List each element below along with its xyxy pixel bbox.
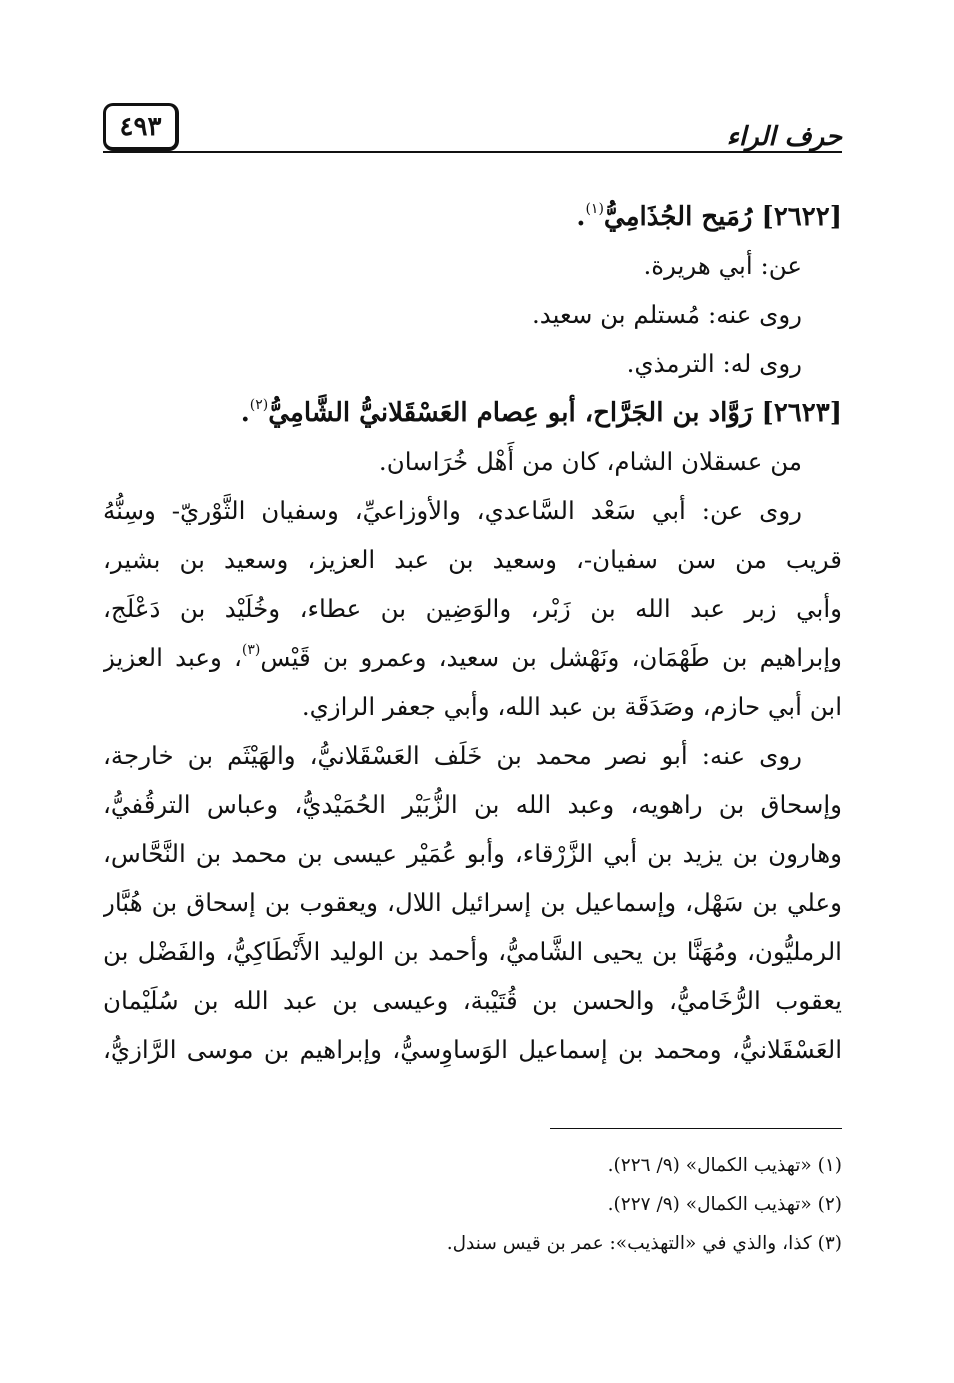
entry-title: [٢٦٢٢] رُمَيح الجُذَامِيُّ bbox=[603, 202, 842, 232]
footnote-marker: (٢) bbox=[249, 397, 269, 413]
entry-intro: من عسقلان الشام، كان من أَهْل خُرَاسان. bbox=[378, 447, 802, 476]
footnote: (٢) «تهذيب الكمال» (٩/ ٢٢٧). bbox=[607, 1194, 842, 1215]
narrated-by-line: الرمليُّون، ومُهَنَّا بن يحيى الشَّاميُّ، وأحمد بن الوليد الأَنْطَاكِيُّ، والفَضْل بن bbox=[103, 937, 842, 966]
narrated-by-line: يعقوب الرُّخَاميُّ، والحسن بن قُتَيْبة، وعيسى بن عبد الله بن سُلَيْمان bbox=[103, 986, 842, 1015]
running-head: حرف الراء bbox=[726, 122, 842, 152]
footnotes bbox=[103, 1146, 842, 1263]
narrated-from-line: وأبي زبر عبد الله بن زَبْر، والوَضِين بن عطاء، وخُلَيْد بن دَعْلَج، bbox=[103, 594, 842, 623]
entry-heading: [٢٦٢٢] رُمَيح الجُذَامِيُّ$^{(١)}$. bbox=[576, 201, 842, 232]
narrated-from-line: قريب من سن سفيان-، وسعيد بن عبد العزيز، وسعيد بن بشير، bbox=[103, 545, 842, 574]
narrated-from-line: وإبراهيم بن طَهْمَان، ونَهْشل بن سعيد، وعمرو بن قَيْس$^{(٣)}$، وعبد العزيز bbox=[103, 642, 842, 672]
footnote-marker: (٣) bbox=[241, 642, 261, 658]
narrated-by-line: العَسْقَلانيُّ، ومحمد بن إسماعيل الوَساوِسيُّ، وإبراهيم بن موسى الرَّازيُّ، bbox=[103, 1035, 842, 1064]
footnote: (٣) كذا، والذي في «التهذيب»: عمر بن قيس سندل. bbox=[446, 1233, 842, 1254]
narrated-by-line: روى عنه: أبو نصر محمد بن خَلَف العَسْقَلانيُّ، والهَيْثَم بن خارجة، bbox=[103, 741, 802, 770]
page-number: ٤٩٣ bbox=[103, 103, 179, 151]
narrated-by-line: وهارون بن يزيد بن أبي الزَّرْقاء، وأبو عُمَيْر عيسى بن محمد بن النَّحَّاس، bbox=[103, 839, 842, 868]
footnote: (١) «تهذيب الكمال» (٩/ ٢٢٦). bbox=[607, 1155, 842, 1176]
narrated-by-line: وعلي بن سَهْل، وإسماعيل بن إسرائيل اللال، ويعقوب بن إسحاق بن هُبَّار bbox=[103, 888, 842, 917]
narrated-from-line: روى عن: أبي سَعْد السَّاعدي، والأوزاعيِّ، وسفيان الثَّوْريّ- وسِنُّهُ bbox=[103, 496, 802, 525]
entry-line: روى له: الترمذي. bbox=[626, 349, 802, 378]
narrated-from-line: ابن أبي حازم، وصَدَقَة بن عبد الله، وأبي جعفر الرازي. bbox=[301, 692, 842, 721]
entry-title: [٢٦٢٣] رَوَّاد بن الجَرَّاح، أبو عِصام العَسْقَلانيُّ الشَّامِيُّ bbox=[268, 398, 842, 428]
entry-line: عن: أبي هريرة. bbox=[643, 251, 802, 280]
footnote-divider bbox=[550, 1128, 842, 1129]
header-divider bbox=[103, 151, 842, 153]
narrated-by-line: وإسحاق بن راهويه، وعبد الله بن الزُّبَيْر الحُمَيْديُّ، وعباس الترقُفيُّ، bbox=[103, 790, 842, 819]
main-text bbox=[103, 192, 842, 1074]
footnote-marker: (١) bbox=[585, 201, 604, 217]
entry-heading: [٢٦٢٣] رَوَّاد بن الجَرَّاح، أبو عِصام العَسْقَلانيُّ الشَّامِيُّ$^{(٢)}$. bbox=[240, 397, 842, 428]
entry-line: روى عنه: مُستلم بن سعيد. bbox=[531, 300, 802, 329]
